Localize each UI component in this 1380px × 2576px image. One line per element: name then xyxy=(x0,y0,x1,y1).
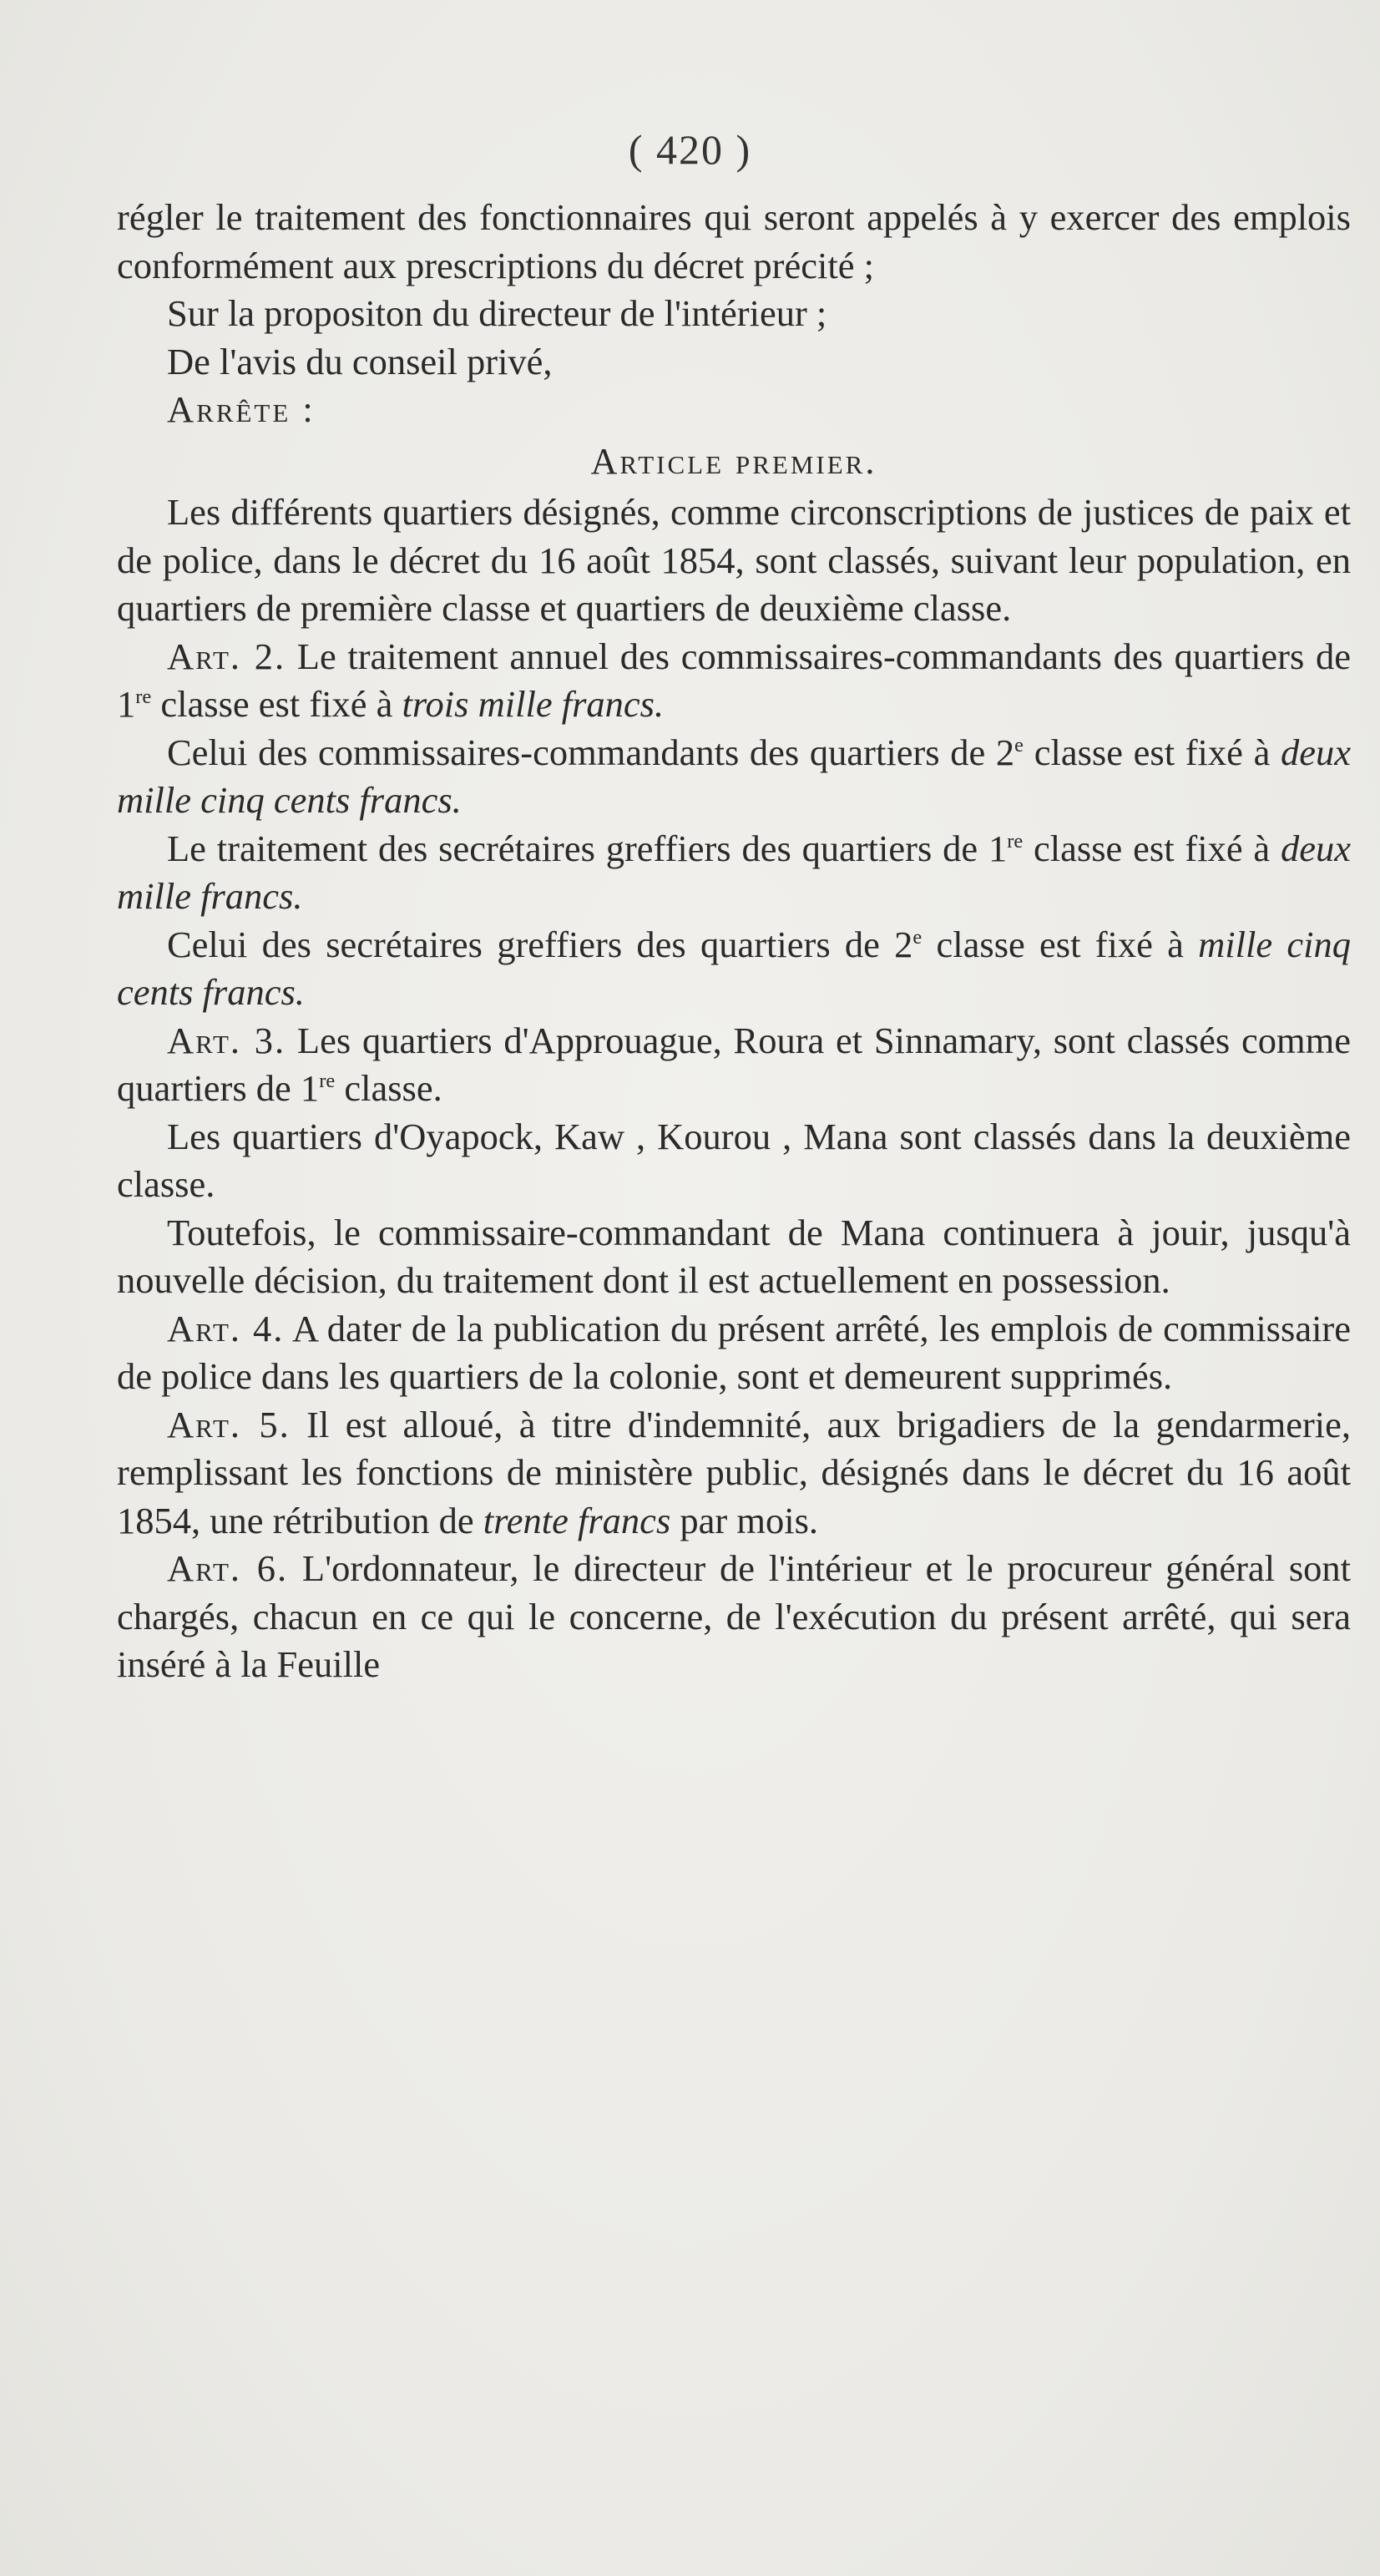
article-5-text xyxy=(117,1401,1351,1546)
text-segment: classe est fixé à xyxy=(151,683,402,725)
paragraph: Les quartiers d'Oyapock, Kaw , Kourou , Mana sont classés dans la deuxième classe. xyxy=(117,1115,1351,1205)
page-number: ( 420 ) xyxy=(628,126,752,173)
paragraph-avis: De l'avis du conseil privé, xyxy=(167,340,553,382)
text-segment: classe est fixé à xyxy=(1023,827,1281,869)
article-label: Art. 5. xyxy=(167,1403,291,1445)
italic-amount: trente francs xyxy=(483,1499,671,1541)
arrete-heading: Arrête : xyxy=(167,388,316,430)
superscript: re xyxy=(135,686,152,709)
paragraph xyxy=(117,921,1351,1017)
superscript: e xyxy=(1014,733,1024,757)
article-label: Art. 6. xyxy=(167,1547,289,1589)
text-segment: par mois. xyxy=(670,1499,819,1541)
article-1-text: Les différents quartiers désignés, comme circonscriptions de justices de paix et de police, dans le décret du 16 août 1854, sont classés, suivant leur population, en quartiers de première classe et quartiers de deuxième classe. xyxy=(117,491,1351,629)
text-segment: Il est alloué, à titre d'indemnité, aux brigadiers de la gendarmerie, remplissant les fonctions de ministère public, désignés dans le décret du 16 août 1854, une rétribution de xyxy=(117,1403,1352,1541)
text-segment: Celui des secrétaires greffiers des quartiers de 2 xyxy=(167,923,913,965)
text-segment: Celui des commissaires-commandants des quartiers de 2 xyxy=(167,731,1015,773)
article-label: Art. 2. xyxy=(167,635,286,677)
article-2-text xyxy=(117,633,1351,729)
text-segment: classe. xyxy=(335,1067,442,1109)
paragraph xyxy=(117,825,1351,921)
text-segment: classe est fixé à xyxy=(1024,731,1281,773)
article-3-text xyxy=(117,1017,1351,1113)
article-6-text xyxy=(117,1545,1351,1689)
paragraph xyxy=(117,729,1351,825)
italic-amount: deux mille cinq cents francs. xyxy=(117,731,1351,821)
superscript: e xyxy=(912,925,923,949)
text-segment: L'ordonnateur, le directeur de l'intérieur et le procureur général sont chargés, chacun en ce qui le concerne, de l'exécution du présent arrêté, qui sera inséré à la Feuille xyxy=(117,1547,1351,1685)
italic-amount: trois mille francs. xyxy=(402,683,665,725)
text-segment: classe est fixé à xyxy=(922,923,1199,965)
text-segment: Le traitement annuel des commissaires-commandants des quartiers de 1 xyxy=(117,635,1351,725)
text-segment: Les quartiers d'Approuague, Roura et Sinnamary, sont classés comme quartiers de 1 xyxy=(117,1019,1351,1109)
paragraph: régler le traitement des fonctionnaires qui seront appelés à y exercer des emplois conformément aux prescriptions du décret précité ; xyxy=(117,196,1351,286)
article-4-text xyxy=(117,1305,1351,1401)
superscript: re xyxy=(319,1070,336,1093)
paragraph: Toutefois, le commissaire-commandant de Mana continuera à jouir, jusqu'à nouvelle décision, du traitement dont il est actuellement en possession. xyxy=(117,1211,1351,1301)
italic-amount: mille cinq cents francs. xyxy=(117,923,1351,1013)
text-segment: Le traitement des secrétaires greffiers des quartiers de 1 xyxy=(167,827,1008,869)
text-segment: A dater de la publication du présent arrêté, les emplois de commissaire de police dans les quartiers de la colonie, sont et demeurent supprimés. xyxy=(117,1307,1352,1397)
article-label: Art. 4. xyxy=(167,1307,285,1349)
article-premier-heading: Article premier. xyxy=(590,440,877,482)
superscript: re xyxy=(1007,829,1024,853)
paragraph-proposition: Sur la propositon du directeur de l'intérieur ; xyxy=(167,292,827,334)
italic-amount: deux mille francs. xyxy=(117,827,1352,917)
body-text xyxy=(117,194,1351,1689)
article-label: Art. 3. xyxy=(167,1019,286,1061)
